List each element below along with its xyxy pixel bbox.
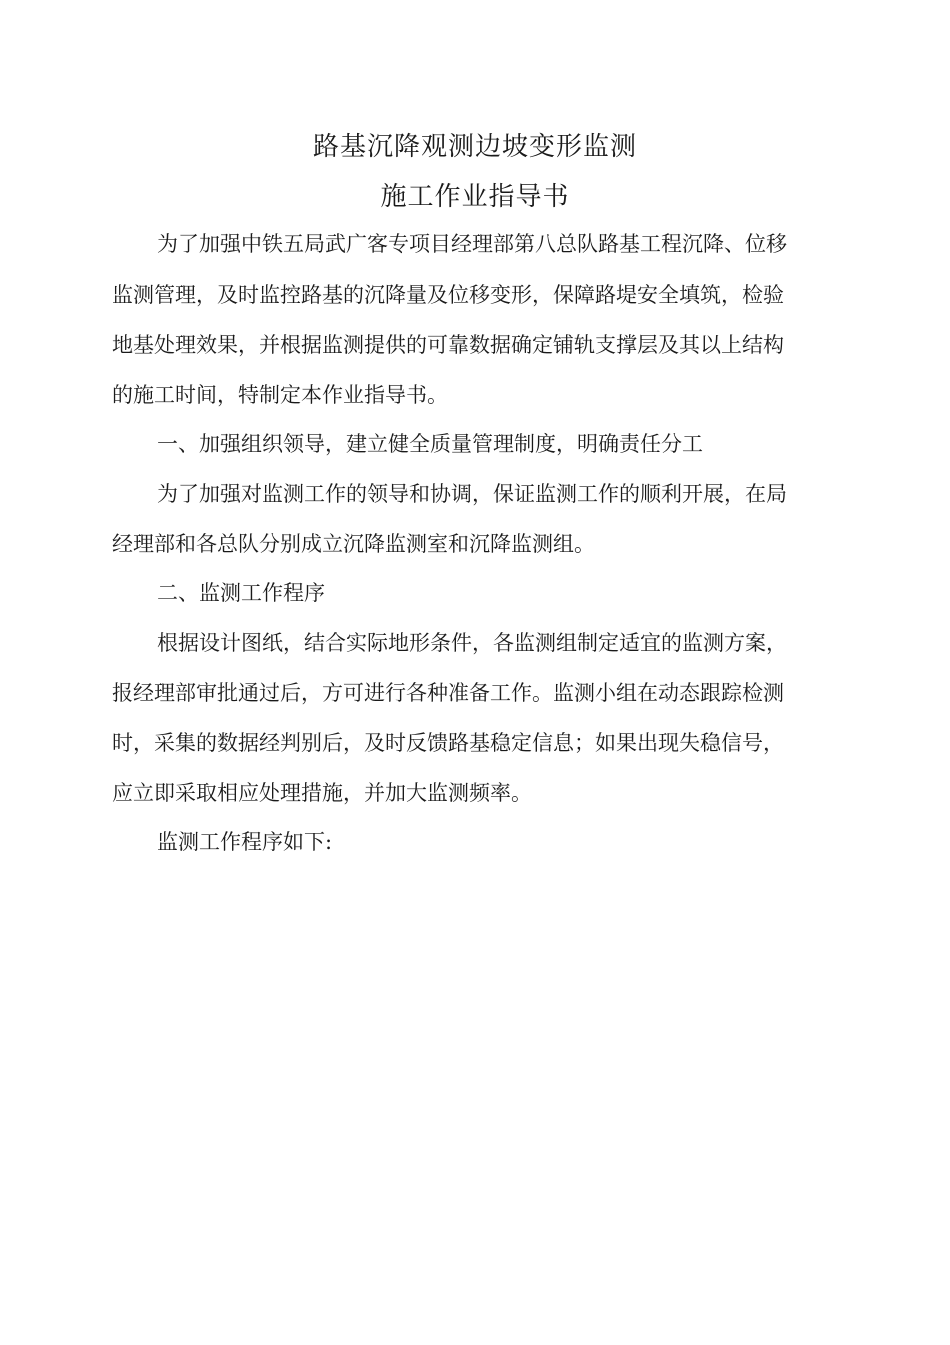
paragraph-3-line-4: 应立即采取相应处理措施，并加大监测频率。 (112, 781, 532, 805)
section-heading-2: 二、监测工作程序 (157, 581, 325, 605)
document-title-line-2: 施工作业指导书 (380, 182, 570, 212)
paragraph-1-line-4: 的施工时间，特制定本作业指导书。 (112, 383, 448, 407)
document-title-line-1: 路基沉降观测边坡变形监测 (312, 132, 637, 162)
paragraph-2-line-1: 为了加强对监测工作的领导和协调，保证监测工作的顺利开展，在局 (157, 482, 787, 506)
paragraph-3-line-2: 报经理部审批通过后，方可进行各种准备工作。监测小组在动态跟踪检测 (112, 681, 784, 705)
closing-line: 监测工作程序如下: (157, 830, 333, 854)
paragraph-1-line-3: 地基处理效果，并根据监测提供的可靠数据确定铺轨支撑层及其以上结构 (112, 333, 784, 357)
paragraph-3-line-1: 根据设计图纸，结合实际地形条件，各监测组制定适宜的监测方案， (157, 631, 787, 655)
paragraph-1-line-2: 监测管理，及时监控路基的沉降量及位移变形，保障路堤安全填筑，检验 (112, 283, 784, 307)
paragraph-3-line-3: 时，采集的数据经判别后，及时反馈路基稳定信息；如果出现失稳信号， (112, 731, 784, 755)
section-heading-1: 一、加强组织领导，建立健全质量管理制度，明确责任分工 (157, 432, 703, 456)
paragraph-1-line-1: 为了加强中铁五局武广客专项目经理部第八总队路基工程沉降、位移 (157, 232, 787, 256)
paragraph-2-line-2: 经理部和各总队分别成立沉降监测室和沉降监测组。 (112, 532, 595, 556)
